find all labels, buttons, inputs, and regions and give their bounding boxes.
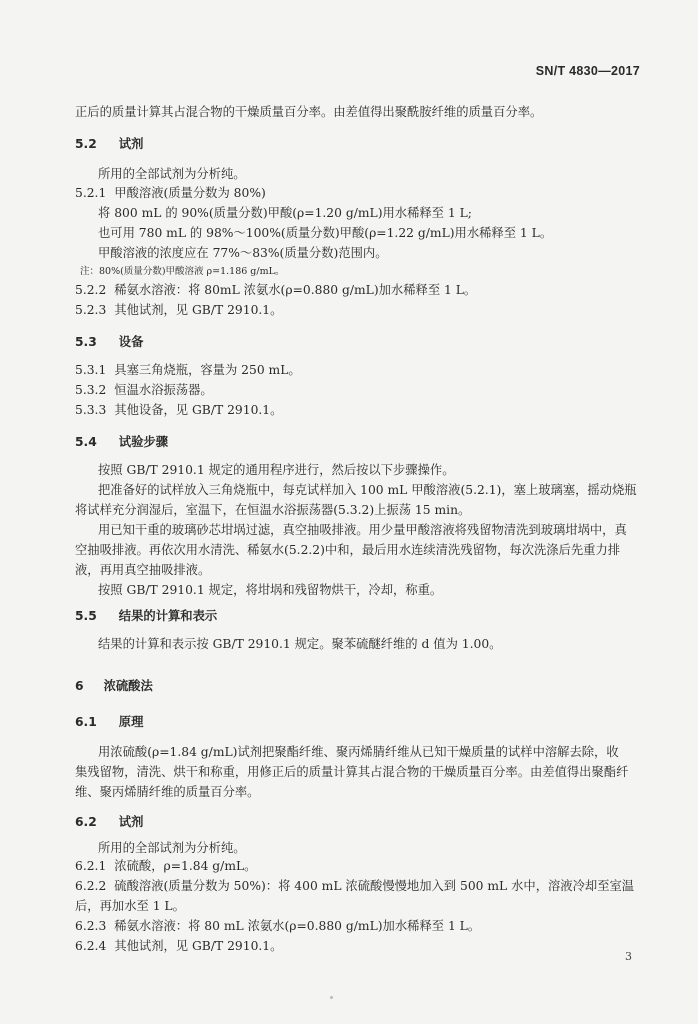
line-text: 试剂 bbox=[118, 815, 144, 829]
text-line bbox=[98, 245, 698, 261]
section-heading bbox=[75, 334, 698, 350]
clause-number: 5.2 bbox=[75, 137, 97, 151]
text-line bbox=[75, 104, 698, 120]
scan-speck bbox=[330, 996, 333, 999]
line-text: 其他试剂，见 GB/T 2910.1。 bbox=[114, 303, 283, 317]
line-text: 稀氨水溶液：将 80 mL 浓氨水(ρ=0.880 g/mL)加水稀释至 1 L。 bbox=[114, 919, 481, 933]
text-line bbox=[98, 840, 698, 856]
line-text: 结果的计算和表示 bbox=[118, 609, 218, 623]
text-line bbox=[98, 582, 698, 598]
line-text: 甲酸溶液的浓度应在 77%～83%(质量分数)范围内。 bbox=[98, 246, 388, 260]
section-heading bbox=[75, 814, 698, 830]
line-text: 正后的质量计算其占混合物的干燥质量百分率。由差值得出聚酰胺纤维的质量百分率。 bbox=[75, 105, 543, 119]
document-code: SN/T 4830—2017 bbox=[535, 64, 640, 78]
clause-number: 5.3 bbox=[75, 335, 97, 349]
clause-number: 5.3.2 bbox=[75, 383, 107, 397]
clause-line bbox=[75, 282, 698, 298]
text-line bbox=[75, 898, 698, 914]
clause-line bbox=[75, 918, 698, 934]
section-heading bbox=[75, 608, 698, 624]
line-text: 集残留物，清洗、烘干和称重，用修正后的质量计算其占混合物的干燥质量百分率。由差值得出聚酯纤 bbox=[75, 765, 629, 779]
line-text: 维、聚丙烯腈纤维的质量百分率。 bbox=[75, 785, 260, 799]
clause-number: 5.2.2 bbox=[75, 283, 107, 297]
text-line bbox=[98, 636, 698, 652]
line-text: 稀氨水溶液：将 80mL 浓氨水(ρ=0.880 g/mL)加水稀释至 1 L。 bbox=[114, 283, 477, 297]
clause-number: 6 bbox=[75, 679, 84, 693]
line-text: 结果的计算和表示按 GB/T 2910.1 规定。聚苯硫醚纤维的 d 值为 1.00。 bbox=[98, 637, 502, 651]
text-line bbox=[75, 502, 698, 518]
line-text: 把准备好的试样放入三角烧瓶中，每克试样加入 100 mL 甲酸溶液(5.2.1)，塞上玻璃塞，摇动烧瓶 bbox=[98, 483, 637, 497]
line-text: 注：80%(质量分数)甲酸溶液 ρ=1.186 g/mL。 bbox=[80, 266, 285, 277]
line-text: 甲酸溶液(质量分数为 80%) bbox=[114, 186, 266, 200]
line-text: 其他试剂，见 GB/T 2910.1。 bbox=[114, 939, 283, 953]
line-text: 用已知干重的玻璃砂芯坩埚过滤，真空抽吸排液。用少量甲酸溶液将残留物清洗到玻璃坩埚中，真 bbox=[98, 523, 627, 537]
clause-number: 5.3.3 bbox=[75, 403, 107, 417]
clause-number: 5.4 bbox=[75, 435, 97, 449]
clause-number: 5.3.1 bbox=[75, 363, 107, 377]
text-line bbox=[98, 205, 698, 221]
section-heading bbox=[75, 136, 698, 152]
clause-line bbox=[75, 302, 698, 318]
line-text: 其他设备，见 GB/T 2910.1。 bbox=[114, 403, 283, 417]
clause-line bbox=[75, 878, 698, 894]
section-heading bbox=[75, 434, 698, 450]
clause-line bbox=[75, 185, 698, 201]
note-line bbox=[80, 264, 698, 280]
line-text: 按照 GB/T 2910.1 规定的通用程序进行，然后按以下步骤操作。 bbox=[98, 463, 455, 477]
line-text: 试剂 bbox=[118, 137, 144, 151]
section-heading bbox=[75, 714, 698, 730]
clause-number: 6.2.1 bbox=[75, 859, 107, 873]
text-line bbox=[75, 562, 698, 578]
clause-number: 6.2 bbox=[75, 815, 97, 829]
text-line bbox=[75, 784, 698, 800]
clause-line bbox=[75, 382, 698, 398]
line-text: 用浓硫酸(ρ=1.84 g/mL)试剂把聚酯纤维、聚丙烯腈纤维从已知干燥质量的试样中溶解去除，收 bbox=[98, 745, 619, 759]
clause-number: 6.2.4 bbox=[75, 939, 107, 953]
line-text: 恒温水浴振荡器。 bbox=[114, 383, 213, 397]
clause-number: 5.2.3 bbox=[75, 303, 107, 317]
text-line bbox=[75, 542, 698, 558]
clause-number: 6.1 bbox=[75, 715, 97, 729]
text-line bbox=[98, 744, 698, 760]
line-text: 也可用 780 mL 的 98%～100%(质量分数)甲酸(ρ=1.22 g/mL)用水稀释至 1 L。 bbox=[98, 226, 553, 240]
line-text: 将 800 mL 的 90%(质量分数)甲酸(ρ=1.20 g/mL)用水稀释至 1 L; bbox=[98, 206, 472, 220]
text-line bbox=[98, 482, 698, 498]
clause-number: 6.2.3 bbox=[75, 919, 107, 933]
text-line bbox=[98, 462, 698, 478]
line-text: 原理 bbox=[118, 715, 144, 729]
clause-number: 5.2.1 bbox=[75, 186, 107, 200]
line-text: 所用的全部试剂为分析纯。 bbox=[98, 167, 246, 181]
clause-line bbox=[75, 362, 698, 378]
line-text: 后，再加水至 1 L。 bbox=[75, 899, 185, 913]
clause-line bbox=[75, 858, 698, 874]
line-text: 按照 GB/T 2910.1 规定，将坩埚和残留物烘干，冷却，称重。 bbox=[98, 583, 443, 597]
line-text: 所用的全部试剂为分析纯。 bbox=[98, 841, 246, 855]
section-heading bbox=[75, 678, 698, 694]
line-text: 空抽吸排液。再依次用水清洗、稀氨水(5.2.2)中和，最后用水连续清洗残留物，每次洗涤后先重力排 bbox=[75, 543, 621, 557]
text-line bbox=[98, 166, 698, 182]
text-line bbox=[98, 225, 698, 241]
line-text: 浓硫酸法 bbox=[103, 679, 153, 693]
clause-number: 5.5 bbox=[75, 609, 97, 623]
line-text: 浓硫酸，ρ=1.84 g/mL。 bbox=[114, 859, 257, 873]
page-number: 3 bbox=[625, 950, 632, 963]
clause-line bbox=[75, 938, 698, 954]
line-text: 液，再用真空抽吸排液。 bbox=[75, 563, 211, 577]
clause-number: 6.2.2 bbox=[75, 879, 107, 893]
clause-line bbox=[75, 402, 698, 418]
line-text: 将试样充分润湿后，室温下，在恒温水浴振荡器(5.3.2)上振荡 15 min。 bbox=[75, 503, 471, 517]
text-line bbox=[75, 764, 698, 780]
line-text: 设备 bbox=[118, 335, 144, 349]
line-text: 具塞三角烧瓶，容量为 250 mL。 bbox=[114, 363, 301, 377]
line-text: 试验步骤 bbox=[118, 435, 168, 449]
line-text: 硫酸溶液(质量分数为 50%)：将 400 mL 浓硫酸慢慢地加入到 500 mL 水中，溶液冷却至室温 bbox=[114, 879, 635, 893]
text-line bbox=[98, 522, 698, 538]
